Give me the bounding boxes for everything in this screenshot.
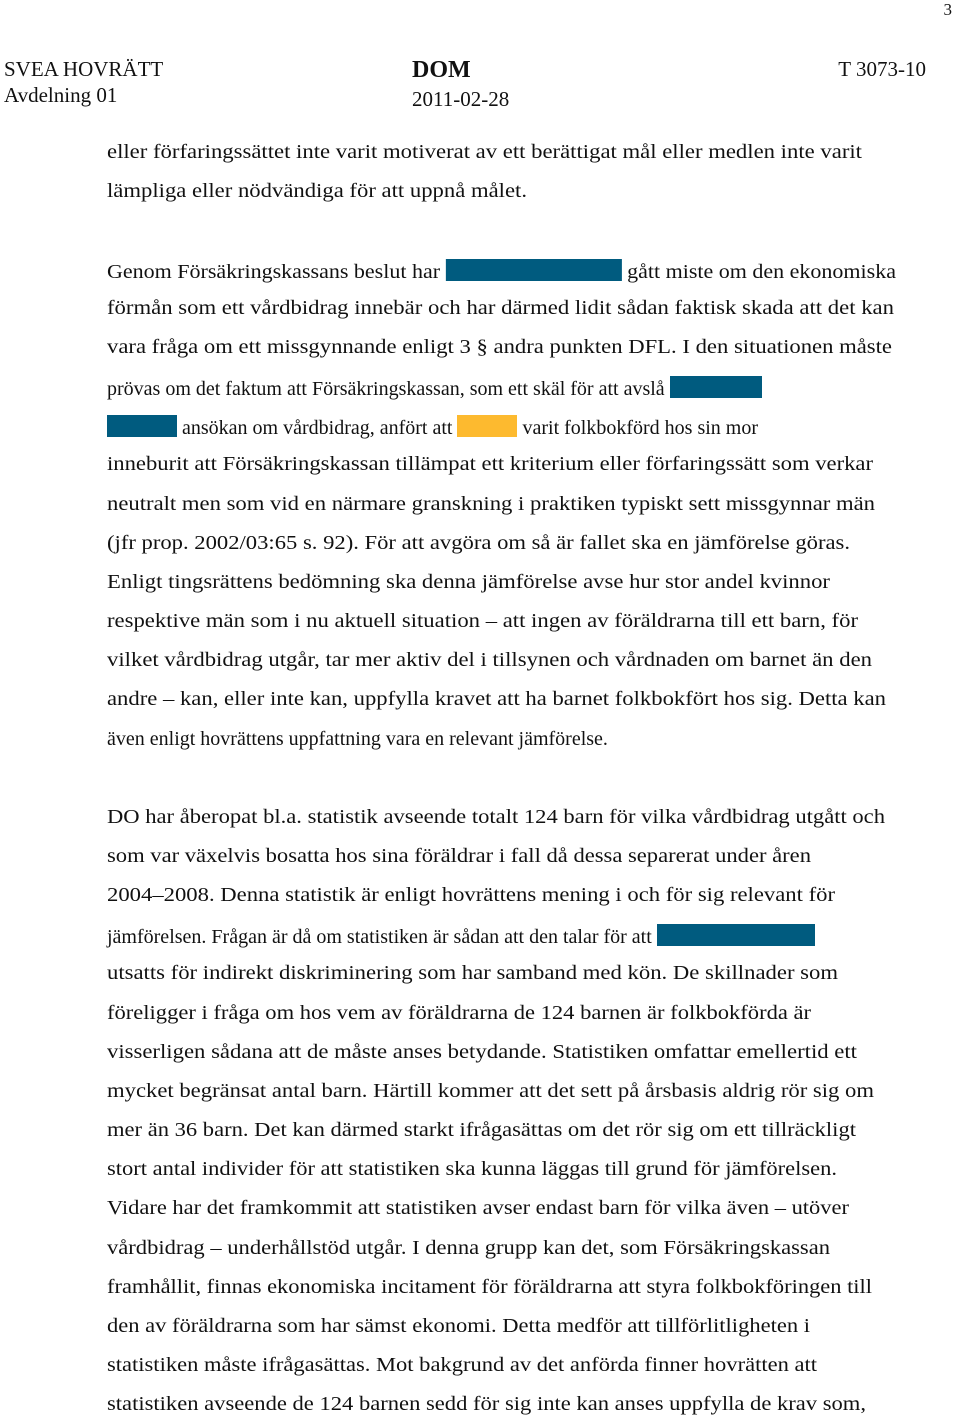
redaction-block xyxy=(670,376,762,398)
text-segment: respektive män som i nu aktuell situation – att ingen av föräldrarna till ett barn, för xyxy=(107,610,858,632)
text-segment: andre – kan, eller inte kan, uppfylla kravet att ha barnet folkbokfört hos sig. Detta kan xyxy=(107,688,886,710)
text-segment: mer än 36 barn. Det kan därmed starkt ifrågasättas om det rör sig om ett tillräckligt xyxy=(107,1119,857,1141)
text-segment: även enligt hovrättens uppfattning vara en relevant jämförelse. xyxy=(107,728,608,750)
case-number: T 3073-10 xyxy=(838,57,926,81)
text-segment: den av föräldrarna som har sämst ekonomi. Detta medför att tillförlitligheten i xyxy=(107,1315,810,1337)
text-line xyxy=(107,1277,872,1297)
redaction-block xyxy=(107,415,177,437)
text-line xyxy=(107,572,830,592)
text-line xyxy=(107,376,762,399)
text-line xyxy=(107,298,894,318)
text-line xyxy=(107,1042,857,1062)
redaction-block xyxy=(446,259,622,281)
text-segment: eller förfaringssättet inte varit motiverat av ett berättigat mål eller medlen inte varit xyxy=(107,141,862,163)
text-segment: jämförelsen. Frågan är då om statistiken är sådan att den talar för att xyxy=(107,926,657,948)
text-line xyxy=(107,1159,837,1179)
page-number: 3 xyxy=(943,0,952,19)
text-line xyxy=(107,729,608,749)
text-line xyxy=(107,415,758,438)
text-segment: visserligen sådana att de måste anses betydande. Statistiken omfattar emellertid ett xyxy=(107,1041,857,1063)
redaction-block xyxy=(657,924,815,946)
text-line xyxy=(107,1238,830,1258)
text-segment: framhållit, finnas ekonomiska incitament för föräldrarna att styra folkbokföringen till xyxy=(107,1276,872,1298)
text-segment: vara fråga om ett missgynnande enligt 3 § andra punkten DFL. I den situationen måste xyxy=(107,336,892,358)
text-line xyxy=(107,1355,817,1375)
text-line xyxy=(107,807,885,827)
text-line xyxy=(107,924,815,947)
text-segment: statistiken avseende de 124 barnen sedd för sig inte kan anses uppfylla de krav som, xyxy=(107,1393,866,1415)
text-line xyxy=(107,1316,810,1336)
text-line xyxy=(107,1198,849,1218)
text-segment: utsatts för indirekt diskriminering som har samband med kön. De skillnader som xyxy=(107,962,838,984)
text-line xyxy=(107,963,838,983)
text-segment: stort antal individer för att statistiken ska kunna läggas till grund för jämförelsen. xyxy=(107,1158,837,1180)
document-date: 2011-02-28 xyxy=(412,87,510,111)
text-line xyxy=(107,1003,811,1023)
text-segment: DO har åberopat bl.a. statistik avseende totalt 124 barn för vilka vårdbidrag utgått och xyxy=(107,806,885,828)
redaction-block xyxy=(457,415,517,437)
text-segment: 2004–2008. Denna statistik är enligt hovrättens mening i och för sig relevant för xyxy=(107,884,835,906)
text-segment: inneburit att Försäkringskassan tillämpat ett kriterium eller förfaringssätt som verkar xyxy=(107,453,873,475)
text-line xyxy=(107,181,527,201)
document-type: DOM xyxy=(412,57,471,83)
text-segment: som var växelvis bosatta hos sina föräldrar i fall då dessa separerat under åren xyxy=(107,845,811,867)
text-segment: förmån som ett vårdbidrag innebär och har därmed lidit sådan faktisk skada att det kan xyxy=(107,297,894,319)
text-segment: statistiken måste ifrågasättas. Mot bakgrund av det anförda finner hovrätten att xyxy=(107,1354,817,1376)
text-segment: ansökan om vårdbidrag, anfört att xyxy=(177,417,458,439)
text-segment: neutralt men som vid en närmare granskning i praktiken typiskt sett missgynnar män xyxy=(107,493,875,515)
text-line xyxy=(107,259,896,282)
text-line xyxy=(107,650,872,670)
court-division: Avdelning 01 xyxy=(4,83,118,107)
text-segment: Vidare har det framkommit att statistiken avser endast barn för vilka även – utöver xyxy=(107,1197,849,1219)
text-line xyxy=(107,689,886,709)
text-segment: Genom Försäkringskassans beslut har xyxy=(107,261,446,283)
text-line xyxy=(107,1394,866,1414)
text-segment: mycket begränsat antal barn. Härtill kommer att det sett på årsbasis aldrig rör sig om xyxy=(107,1080,874,1102)
text-line xyxy=(107,1120,856,1140)
text-line xyxy=(107,846,811,866)
text-segment: gått miste om den ekonomiska xyxy=(621,261,897,283)
text-segment: Enligt tingsrättens bedömning ska denna jämförelse avse hur stor andel kvinnor xyxy=(107,571,830,593)
text-segment: prövas om det faktum att Försäkringskassan, som ett skäl för att avslå xyxy=(107,378,670,400)
text-segment: varit folkbokförd hos sin mor xyxy=(517,417,758,439)
text-line xyxy=(107,337,892,357)
text-segment: vårdbidrag – underhållstöd utgår. I denna grupp kan det, som Försäkringskassan xyxy=(107,1237,830,1259)
text-line xyxy=(107,454,873,474)
text-line xyxy=(107,533,850,553)
court-name: SVEA HOVRÄTT xyxy=(4,57,164,81)
text-segment: lämpliga eller nödvändiga för att uppnå målet. xyxy=(107,180,527,202)
text-segment: föreligger i fråga om hos vem av föräldrarna de 124 barnen är folkbokförda är xyxy=(107,1002,811,1024)
text-segment: (jfr prop. 2002/03:65 s. 92). För att avgöra om så är fallet ska en jämförelse göras. xyxy=(107,532,850,554)
text-line xyxy=(107,1081,874,1101)
text-line xyxy=(107,494,875,514)
text-line xyxy=(107,142,862,162)
text-line xyxy=(107,885,835,905)
text-line xyxy=(107,611,858,631)
text-segment: vilket vårdbidrag utgår, tar mer aktiv del i tillsynen och vårdnaden om barnet än den xyxy=(107,649,872,671)
